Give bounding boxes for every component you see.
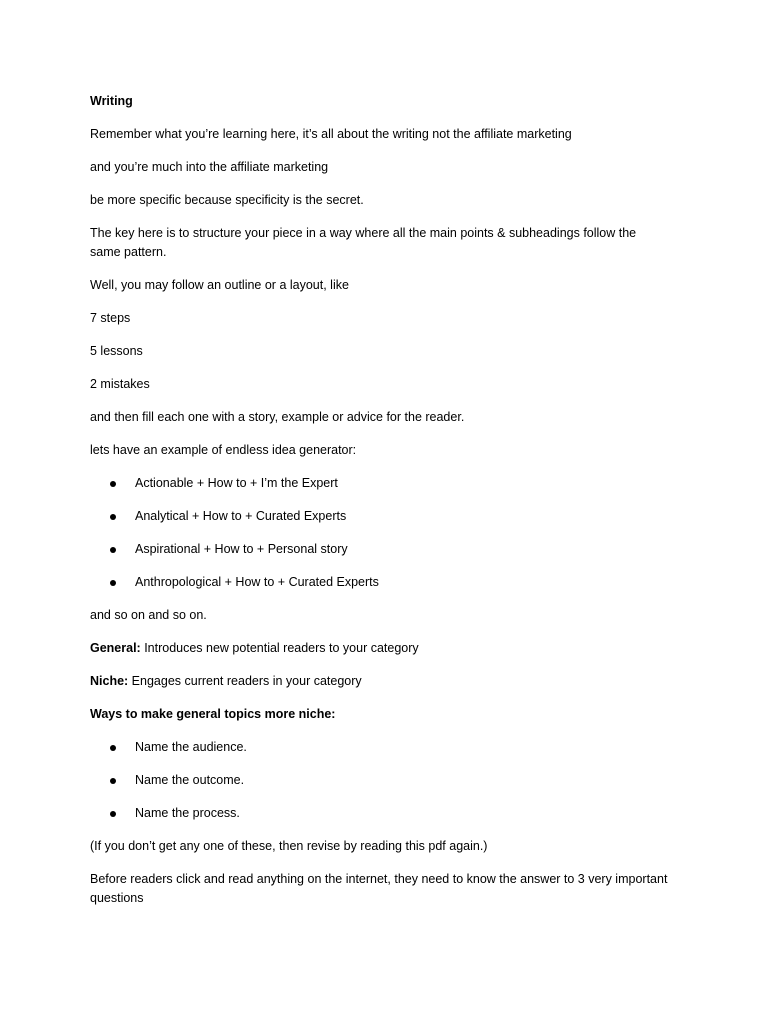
paragraph: and so on and so on. [90,608,207,622]
niche-label: Niche: [90,674,129,688]
paragraph: The key here is to structure your piece in a way where all the main points & subheadings follow the same pattern. [90,226,637,259]
paragraph: be more specific because specificity is the secret. [90,193,364,207]
paragraph: and you’re much into the affiliate marketing [90,160,329,174]
document-body [90,92,670,922]
list-item: Name the audience. [90,738,670,757]
paragraph: 5 lessons [90,344,143,358]
paragraph: and then fill each one with a story, example or advice for the reader. [90,410,465,424]
niche-definition [90,672,670,691]
paragraph: Remember what you’re learning here, it’s all about the writing not the affiliate marketing [90,127,572,141]
list-item: Name the outcome. [90,771,670,790]
paragraph: (If you don’t get any one of these, then revise by reading this pdf again.) [90,839,488,853]
paragraph: 7 steps [90,311,131,325]
list-item: Anthropological + How to + Curated Experts [90,573,670,592]
paragraph: Before readers click and read anything on the internet, they need to know the answer to 3 very important questions [90,872,668,905]
list-item: Actionable + How to + I’m the Expert [90,474,670,493]
bullet-icon [110,580,116,586]
general-definition [90,639,670,658]
list-item: Aspirational + How to + Personal story [90,540,670,559]
list-item: Name the process. [90,804,670,823]
bullet-icon [110,811,116,817]
list-item: Analytical + How to + Curated Experts [90,507,670,526]
niche-ways-list [90,738,670,823]
ways-heading: Ways to make general topics more niche: [90,707,336,721]
paragraph: Well, you may follow an outline or a layout, like [90,278,349,292]
bullet-icon [110,481,116,487]
paragraph: lets have an example of endless idea generator: [90,443,357,457]
general-label: General: [90,641,141,655]
bullet-icon [110,745,116,751]
paragraph: 2 mistakes [90,377,150,391]
general-text: Introduces new potential readers to your category [140,641,419,655]
bullet-icon [110,514,116,520]
idea-generator-list [90,474,670,592]
bullet-icon [110,547,116,553]
niche-text: Engages current readers in your category [128,674,362,688]
section-heading: Writing [90,94,133,108]
bullet-icon [110,778,116,784]
